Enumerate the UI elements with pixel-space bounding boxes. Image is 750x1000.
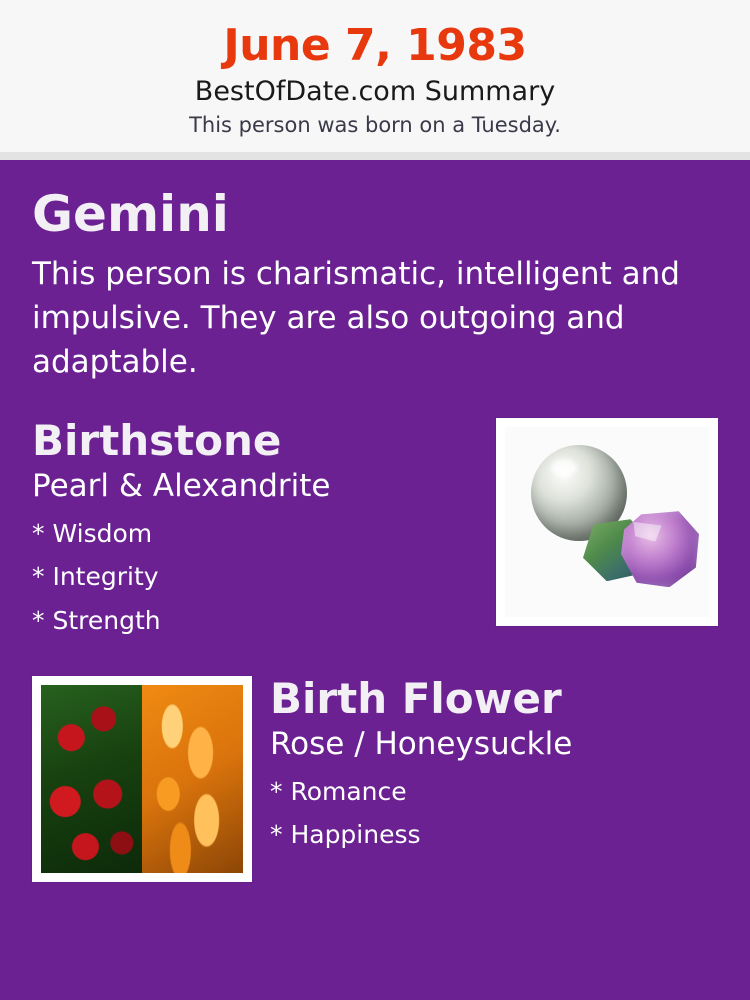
honeysuckle-icon: [142, 685, 243, 873]
zodiac-sign-title: Gemini: [32, 184, 229, 243]
rose-icon: [41, 685, 142, 873]
birth-flower-section: [32, 676, 718, 882]
birth-flower-traits: [270, 778, 718, 849]
birthstone-image-frame: [496, 418, 718, 626]
birthstone-title: Birthstone: [32, 416, 282, 466]
list-item: * Romance: [270, 776, 407, 806]
birthstone-text: [32, 418, 482, 650]
list-item: * Wisdom: [32, 518, 153, 548]
list-item: * Integrity: [32, 562, 159, 592]
header-divider: [0, 152, 750, 160]
birth-flower-image: [41, 685, 243, 873]
zodiac-description: This person is charismatic, intelligent and impulsive. They are also outgoing and adaptable.: [32, 256, 680, 381]
birthstone-names: Pearl & Alexandrite: [32, 468, 331, 505]
birth-flower-title: Birth Flower: [270, 674, 562, 724]
birthstone-section: [32, 418, 718, 650]
birth-flower-text: [270, 676, 718, 864]
born-day-note: This person was born on a Tuesday.: [189, 112, 561, 137]
list-item: * Happiness: [270, 820, 421, 850]
site-summary-label: BestOfDate.com Summary: [194, 75, 556, 107]
birth-flower-image-frame: [32, 676, 252, 882]
page-title: June 7, 1983: [223, 20, 527, 71]
card-header: [0, 0, 750, 152]
birthstone-image: [505, 427, 709, 617]
alexandrite-gem-icon: [621, 511, 699, 587]
birth-flower-names: Rose / Honeysuckle: [270, 726, 573, 763]
card-body: [0, 160, 750, 1000]
birthstone-traits: [32, 520, 482, 635]
list-item: * Strength: [32, 605, 161, 635]
